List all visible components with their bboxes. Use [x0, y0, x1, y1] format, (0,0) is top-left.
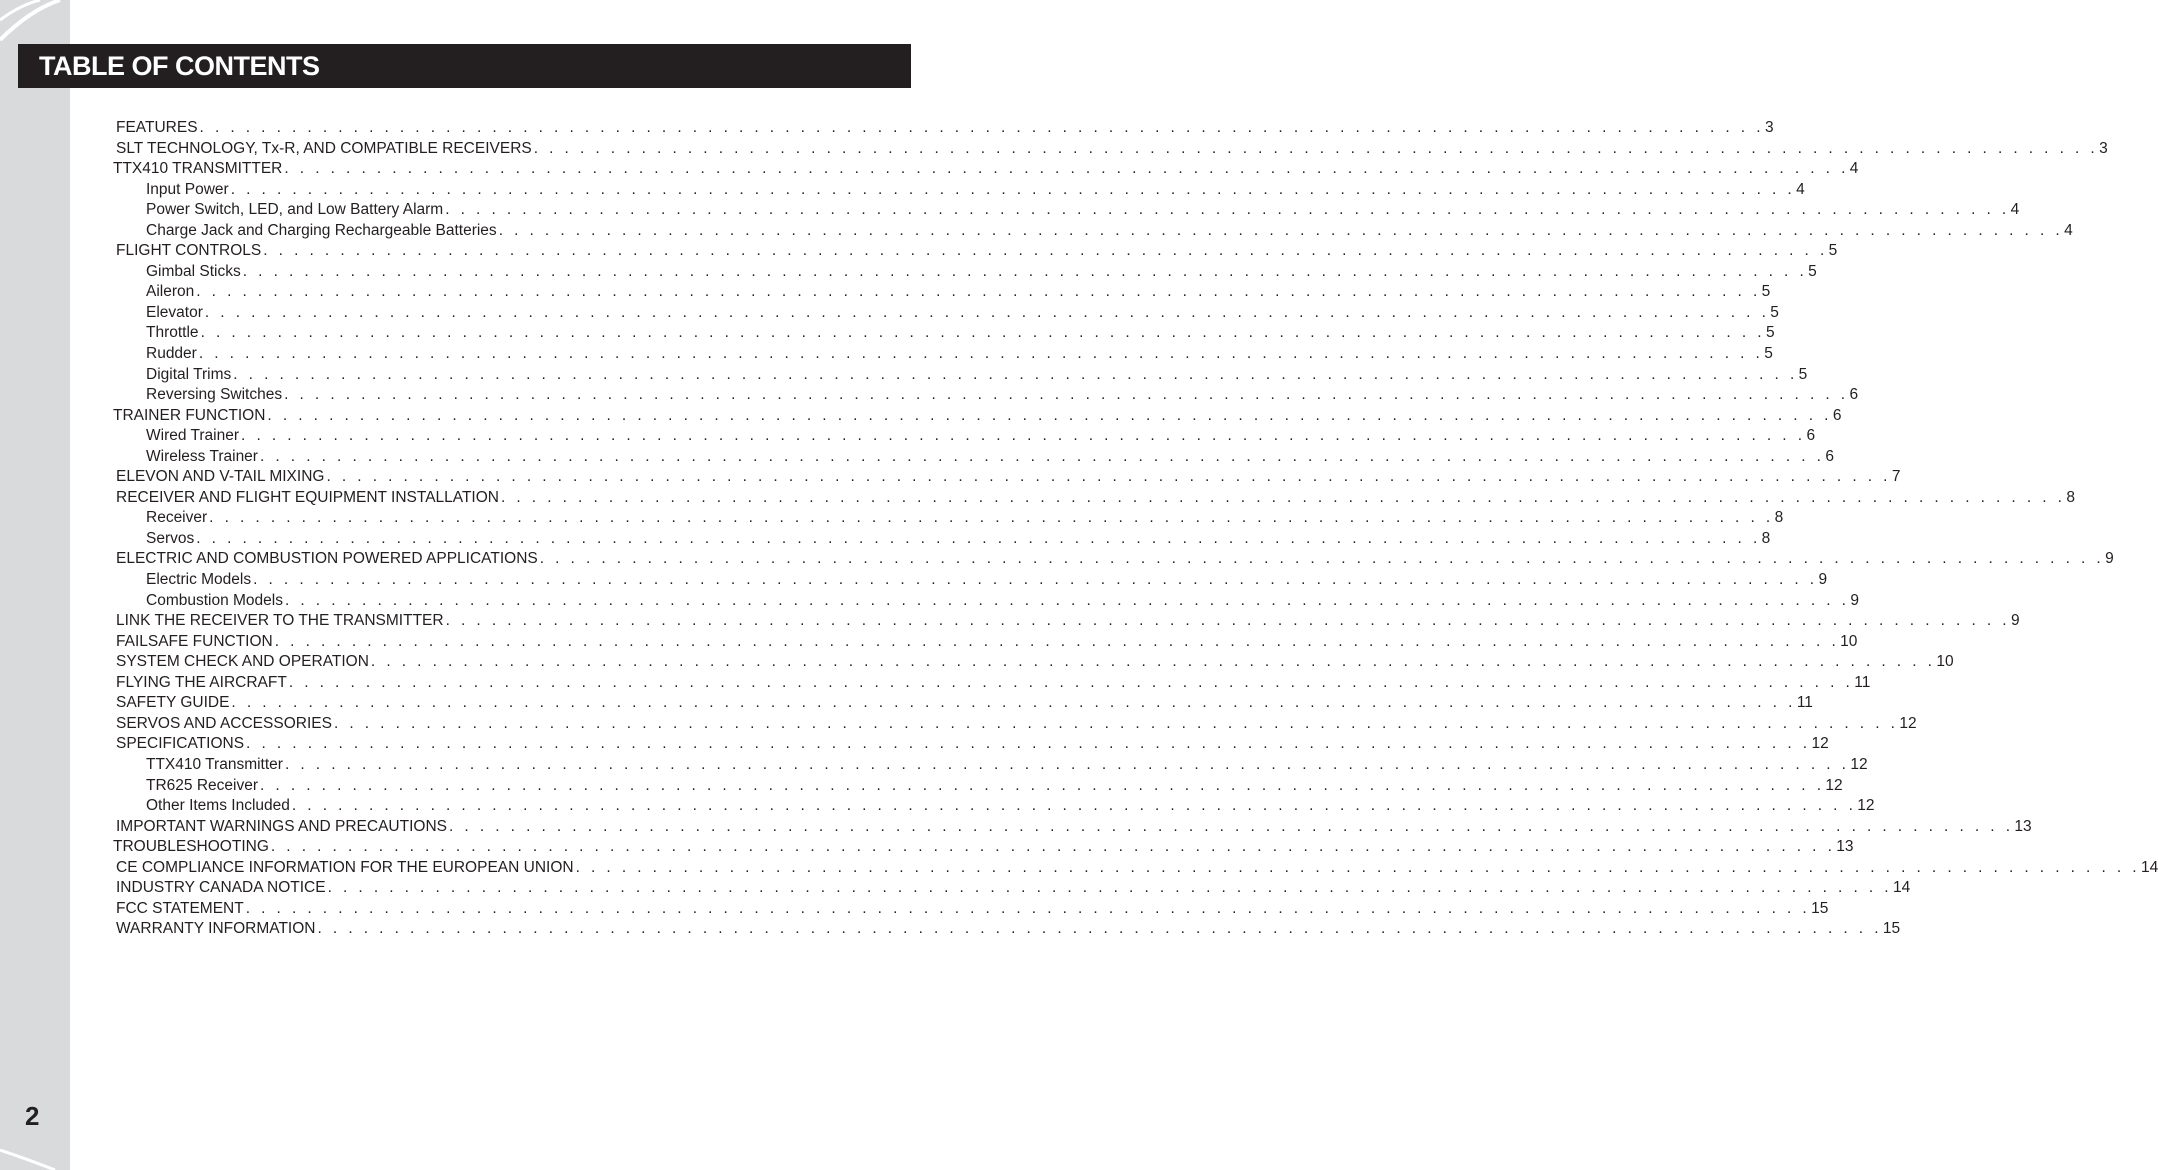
toc-entry-page: 12 [1811, 735, 1829, 753]
toc-dot-leader: . . . . . . . . . . . . . . . . . . . . . . . . . . . . . . . . . . . . . . . . . . . . . . . . . . . . . . . . . . . . . . . . . . . . . . . . . . . . . . . . . . . . . . . . . . . . . . . . . . . . . . [327, 879, 1892, 897]
toc-entry-title: SPECIFICATIONS [116, 735, 245, 753]
toc-entry-title: TR625 Receiver [146, 776, 258, 794]
toc-entry-page: 12 [1825, 776, 1843, 794]
toc-dot-leader: . . . . . . . . . . . . . . . . . . . . . . . . . . . . . . . . . . . . . . . . . . . . . . . . . . . . . . . . . . . . . . . . . . . . . . . . . . . . . . . . . . . . . . . . . . . . . . . . . . . . . . [274, 632, 1840, 650]
toc-dot-leader: . . . . . . . . . . . . . . . . . . . . . . . . . . . . . . . . . . . . . . . . . . . . . . . . . . . . . . . . . . . . . . . . . . . . . . . . . . . . . . . . . . . . . . . . . . . . . . . . . . . . . . [263, 242, 1828, 260]
toc-entry-title: CE COMPLIANCE INFORMATION FOR THE EUROPEAN UNION [116, 858, 574, 876]
toc-entry-title: LINK THE RECEIVER TO THE TRANSMITTER [116, 612, 444, 630]
toc-entry-page: 4 [1849, 160, 1859, 178]
toc-entry-title: Throttle [146, 324, 199, 342]
toc-entry-page: 6 [1849, 386, 1859, 404]
toc-entry-page: 8 [1761, 529, 1771, 547]
toc-entry-page: 5 [1828, 242, 1838, 260]
toc-entry [113, 549, 2114, 570]
toc-dot-leader: . . . . . . . . . . . . . . . . . . . . . . . . . . . . . . . . . . . . . . . . . . . . . . . . . . . . . . . . . . . . . . . . . . . . . . . . . . . . . . . . . . . . . . . . . . . . . . . . . . . . . . [284, 591, 1850, 609]
toc-entry-page: 4 [1796, 180, 1805, 198]
toc-entry-title: TRAINER FUNCTION [113, 406, 266, 424]
toc-entry-page: 6 [1825, 447, 1834, 465]
toc-entry [113, 734, 1829, 755]
toc-entry [113, 385, 1859, 406]
toc-entry [113, 241, 1838, 262]
toc-entry [113, 817, 2032, 838]
toc-entry-title: Reversing Switches [146, 386, 283, 404]
toc-entry [113, 303, 1779, 324]
toc-entry [113, 406, 1842, 427]
side-decor-strip [0, 0, 70, 1170]
section-header [18, 44, 911, 88]
toc-entry [113, 693, 1813, 714]
toc-entry [113, 919, 1901, 940]
toc-entry-title: IMPORTANT WARNINGS AND PRECAUTIONS [116, 817, 447, 835]
toc-entry-title: Gimbal Sticks [146, 262, 241, 280]
toc-entry-title: TROUBLESHOOTING [113, 838, 269, 856]
toc-entry [113, 837, 1854, 858]
toc-dot-leader: . . . . . . . . . . . . . . . . . . . . . . . . . . . . . . . . . . . . . . . . . . . . . . . . . . . . . . . . . . . . . . . . . . . . . . . . . . . . . . . . . . . . . . . . . . . . . . . . . . . . . . [245, 899, 1811, 917]
toc-dot-leader: . . . . . . . . . . . . . . . . . . . . . . . . . . . . . . . . . . . . . . . . . . . . . . . . . . . . . . . . . . . . . . . . . . . . . . . . . . . . . . . . . . . . . . . . . . . . . . . . . . . . . . [288, 673, 1854, 691]
toc-entry-page: 14 [2140, 858, 2158, 876]
toc-entry-title: Wired Trainer [146, 427, 240, 445]
toc-entry-page: 9 [2010, 612, 2020, 630]
toc-entry [113, 529, 1771, 550]
toc-entry [113, 899, 1829, 920]
toc-dot-leader: . . . . . . . . . . . . . . . . . . . . . . . . . . . . . . . . . . . . . . . . . . . . . . . . . . . . . . . . . . . . . . . . . . . . . . . . . . . . . . . . . . . . . . . . . . . . . . . . . . . . . . [246, 735, 1811, 753]
toc-entry-page: 4 [2010, 201, 2020, 219]
toc-entry [113, 200, 2020, 221]
toc-dot-leader: . . . . . . . . . . . . . . . . . . . . . . . . . . . . . . . . . . . . . . . . . . . . . . . . . . . . . . . . . . . . . . . . . . . . . . . . . . . . . . . . . . . . . . . . . . . . . . . . . . . . . . [196, 529, 1761, 547]
toc-dot-leader: . . . . . . . . . . . . . . . . . . . . . . . . . . . . . . . . . . . . . . . . . . . . . . . . . . . . . . . . . . . . . . . . . . . . . . . . . . . . . . . . . . . . . . . . . . . . . . . . . . . . . . [199, 119, 1764, 136]
toc-entry [113, 611, 2020, 632]
table-of-contents [113, 118, 2158, 940]
toc-entry-page: 12 [1899, 714, 1917, 732]
toc-dot-leader: . . . . . . . . . . . . . . . . . . . . . . . . . . . . . . . . . . . . . . . . . . . . . . . . . . . . . . . . . . . . . . . . . . . . . . . . . . . . . . . . . . . . . . . . . . . . . . . . . . . . . . [500, 488, 2066, 506]
toc-dot-leader: . . . . . . . . . . . . . . . . . . . . . . . . . . . . . . . . . . . . . . . . . . . . . . . . . . . . . . . . . . . . . . . . . . . . . . . . . . . . . . . . . . . . . . . . . . . . . . . . . . . . . . [270, 838, 1836, 856]
toc-dot-leader: . . . . . . . . . . . . . . . . . . . . . . . . . . . . . . . . . . . . . . . . . . . . . . . . . . . . . . . . . . . . . . . . . . . . . . . . . . . . . . . . . . . . . . . . . . . . . . . . . . . . . . [267, 406, 1832, 424]
toc-dot-leader: . . . . . . . . . . . . . . . . . . . . . . . . . . . . . . . . . . . . . . . . . . . . . . . . . . . . . . . . . . . . . . . . . . . . . . . . . . . . . . . . . . . . . . . . . . . . . . . . . . . . . . [539, 550, 2105, 568]
toc-entry-page: 11 [1796, 694, 1813, 712]
toc-entry-page: 13 [2014, 817, 2032, 835]
toc-entry [113, 673, 1871, 694]
toc-entry-page: 6 [1806, 427, 1816, 445]
toc-entry-title: Power Switch, LED, and Low Battery Alarm [146, 201, 444, 219]
toc-entry-page: 5 [1770, 303, 1779, 321]
toc-entry-page: 14 [1892, 879, 1911, 897]
toc-entry-title: Wireless Trainer [146, 447, 258, 465]
toc-entry-title: FCC STATEMENT [116, 899, 244, 917]
toc-entry-page: 9 [1850, 591, 1860, 609]
toc-entry [113, 776, 1843, 797]
toc-entry [113, 714, 1917, 735]
toc-entry [113, 344, 1773, 365]
toc-dot-leader: . . . . . . . . . . . . . . . . . . . . . . . . . . . . . . . . . . . . . . . . . . . . . . . . . . . . . . . . . . . . . . . . . . . . . . . . . . . . . . . . . . . . . . . . . . . . . . . . . . . . . . [242, 262, 1808, 280]
toc-entry [113, 467, 1901, 488]
toc-entry-page: 12 [1857, 797, 1875, 815]
toc-entry [113, 796, 1875, 817]
toc-dot-leader: . . . . . . . . . . . . . . . . . . . . . . . . . . . . . . . . . . . . . . . . . . . . . . . . . . . . . . . . . . . . . . . . . . . . . . . . . . . . . . . . . . . . . . . . . . . . . . . . . . . . . . [230, 180, 1796, 198]
toc-entry-page: 8 [1774, 509, 1784, 527]
toc-entry-title: SYSTEM CHECK AND OPERATION [116, 653, 369, 671]
toc-dot-leader: . . . . . . . . . . . . . . . . . . . . . . . . . . . . . . . . . . . . . . . . . . . . . . . . . . . . . . . . . . . . . . . . . . . . . . . . . . . . . . . . . . . . . . . . . . . . . . . . . . . . . . [231, 694, 1796, 712]
toc-dot-leader: . . . . . . . . . . . . . . . . . . . . . . . . . . . . . . . . . . . . . . . . . . . . . . . . . . . . . . . . . . . . . . . . . . . . . . . . . . . . . . . . . . . . . . . . . . . . . . . . . . . . . . [449, 817, 2014, 835]
toc-entry-title: Servos [146, 529, 195, 547]
toc-entry [113, 139, 2108, 160]
toc-entry-title: ELEVON AND V-TAIL MIXING [116, 468, 325, 486]
toc-entry-page: 12 [1850, 755, 1868, 773]
toc-dot-leader: . . . . . . . . . . . . . . . . . . . . . . . . . . . . . . . . . . . . . . . . . . . . . . . . . . . . . . . . . . . . . . . . . . . . . . . . . . . . . . . . . . . . . . . . . . . . . . . . . . . . . . [445, 201, 2010, 219]
toc-dot-leader: . . . . . . . . . . . . . . . . . . . . . . . . . . . . . . . . . . . . . . . . . . . . . . . . . . . . . . . . . . . . . . . . . . . . . . . . . . . . . . . . . . . . . . . . . . . . . . . . . . . . . . [233, 365, 1798, 383]
toc-entry-page: 13 [1836, 838, 1854, 856]
toc-entry [113, 652, 1954, 673]
toc-dot-leader: . . . . . . . . . . . . . . . . . . . . . . . . . . . . . . . . . . . . . . . . . . . . . . . . . . . . . . . . . . . . . . . . . . . . . . . . . . . . . . . . . . . . . . . . . . . . . . . . . . . . . . [445, 612, 2010, 630]
toc-entry [113, 262, 1817, 283]
toc-entry [113, 632, 1858, 653]
toc-entry-title: Digital Trims [146, 365, 232, 383]
toc-entry [113, 878, 1911, 899]
toc-dot-leader: . . . . . . . . . . . . . . . . . . . . . . . . . . . . . . . . . . . . . . . . . . . . . . . . . . . . . . . . . . . . . . . . . . . . . . . . . . . . . . . . . . . . . . . . . . . . . . . . . . . . . . [284, 160, 1849, 178]
toc-entry-page: 4 [2064, 221, 2073, 239]
toc-entry-page: 7 [1891, 468, 1901, 486]
toc-entry-title: Elevator [146, 303, 203, 321]
toc-dot-leader: . . . . . . . . . . . . . . . . . . . . . . . . . . . . . . . . . . . . . . . . . . . . . . . . . . . . . . . . . . . . . . . . . . . . . . . . . . . . . . . . . . . . . . . . . . . . . . . . . . . . . . [533, 139, 2099, 157]
toc-entry [113, 426, 1816, 447]
toc-dot-leader: . . . . . . . . . . . . . . . . . . . . . . . . . . . . . . . . . . . . . . . . . . . . . . . . . . . . . . . . . . . . . . . . . . . . . . . . . . . . . . . . . . . . . . . . . . . . . . . . . . . . . . [200, 324, 1765, 342]
toc-entry-page: 11 [1854, 673, 1871, 691]
toc-entry-page: 5 [1761, 283, 1771, 301]
toc-dot-leader: . . . . . . . . . . . . . . . . . . . . . . . . . . . . . . . . . . . . . . . . . . . . . . . . . . . . . . . . . . . . . . . . . . . . . . . . . . . . . . . . . . . . . . . . . . . . . . . . . . . . . . [370, 653, 1936, 671]
toc-dot-leader: . . . . . . . . . . . . . . . . . . . . . . . . . . . . . . . . . . . . . . . . . . . . . . . . . . . . . . . . . . . . . . . . . . . . . . . . . . . . . . . . . . . . . . . . . . . . . . . . . . . . . . [575, 858, 2140, 876]
decor-swoosh-icon [0, 0, 70, 1170]
toc-entry-title: Rudder [146, 345, 197, 363]
toc-dot-leader: . . . . . . . . . . . . . . . . . . . . . . . . . . . . . . . . . . . . . . . . . . . . . . . . . . . . . . . . . . . . . . . . . . . . . . . . . . . . . . . . . . . . . . . . . . . . . . . . . . . . . . [291, 797, 1857, 815]
toc-entry-page: 3 [2099, 139, 2108, 157]
toc-entry-page: 6 [1832, 406, 1842, 424]
toc-dot-leader: . . . . . . . . . . . . . . . . . . . . . . . . . . . . . . . . . . . . . . . . . . . . . . . . . . . . . . . . . . . . . . . . . . . . . . . . . . . . . . . . . . . . . . . . . . . . . . . . . . . . . . [198, 345, 1764, 363]
toc-entry [113, 180, 1805, 201]
toc-entry-title: Other Items Included [146, 797, 290, 815]
toc-entry-page: 5 [1798, 365, 1808, 383]
toc-entry-title: WARRANTY INFORMATION [116, 920, 316, 938]
toc-dot-leader: . . . . . . . . . . . . . . . . . . . . . . . . . . . . . . . . . . . . . . . . . . . . . . . . . . . . . . . . . . . . . . . . . . . . . . . . . . . . . . . . . . . . . . . . . . . . . . . . . . . . . . [241, 427, 1806, 445]
toc-entry [113, 858, 2158, 879]
page-title: TABLE OF CONTENTS [39, 51, 320, 81]
toc-dot-leader: . . . . . . . . . . . . . . . . . . . . . . . . . . . . . . . . . . . . . . . . . . . . . . . . . . . . . . . . . . . . . . . . . . . . . . . . . . . . . . . . . . . . . . . . . . . . . . . . . . . . . . [209, 509, 1774, 527]
toc-entry-title: Electric Models [146, 571, 252, 589]
toc-dot-leader: . . . . . . . . . . . . . . . . . . . . . . . . . . . . . . . . . . . . . . . . . . . . . . . . . . . . . . . . . . . . . . . . . . . . . . . . . . . . . . . . . . . . . . . . . . . . . . . . . . . . . . [317, 920, 1882, 938]
toc-entry-title: ELECTRIC AND COMBUSTION POWERED APPLICATIONS [116, 550, 538, 568]
toc-entry-page: 3 [1764, 119, 1774, 136]
toc-entry [113, 118, 1774, 139]
page-number: 2 [25, 1101, 40, 1131]
toc-entry-title: FLIGHT CONTROLS [116, 242, 262, 260]
toc-entry-page: 9 [2105, 550, 2114, 568]
toc-entry [113, 755, 1868, 776]
toc-dot-leader: . . . . . . . . . . . . . . . . . . . . . . . . . . . . . . . . . . . . . . . . . . . . . . . . . . . . . . . . . . . . . . . . . . . . . . . . . . . . . . . . . . . . . . . . . . . . . . . . . . . . . . [260, 776, 1825, 794]
toc-entry-title: RECEIVER AND FLIGHT EQUIPMENT INSTALLATION [116, 488, 499, 506]
toc-entry-page: 9 [1818, 571, 1828, 589]
toc-entry-title: Charge Jack and Charging Rechargeable Batteries [146, 221, 497, 239]
toc-entry [113, 591, 1860, 612]
toc-entry [113, 508, 1784, 529]
toc-entry-page: 5 [1764, 345, 1773, 363]
toc-entry-title: FEATURES [116, 119, 198, 136]
toc-entry [113, 221, 2073, 242]
toc-entry-page: 15 [1882, 920, 1901, 938]
toc-entry [113, 365, 1808, 386]
toc-dot-leader: . . . . . . . . . . . . . . . . . . . . . . . . . . . . . . . . . . . . . . . . . . . . . . . . . . . . . . . . . . . . . . . . . . . . . . . . . . . . . . . . . . . . . . . . . . . . . . . . . . . . . . [326, 468, 1891, 486]
toc-dot-leader: . . . . . . . . . . . . . . . . . . . . . . . . . . . . . . . . . . . . . . . . . . . . . . . . . . . . . . . . . . . . . . . . . . . . . . . . . . . . . . . . . . . . . . . . . . . . . . . . . . . . . . [284, 755, 1850, 773]
toc-entry-title: TTX410 Transmitter [146, 755, 283, 773]
toc-dot-leader: . . . . . . . . . . . . . . . . . . . . . . . . . . . . . . . . . . . . . . . . . . . . . . . . . . . . . . . . . . . . . . . . . . . . . . . . . . . . . . . . . . . . . . . . . . . . . . . . . . . . . . [498, 221, 2064, 239]
toc-entry [113, 570, 1828, 591]
toc-entry-title: FAILSAFE FUNCTION [116, 632, 273, 650]
toc-dot-leader: . . . . . . . . . . . . . . . . . . . . . . . . . . . . . . . . . . . . . . . . . . . . . . . . . . . . . . . . . . . . . . . . . . . . . . . . . . . . . . . . . . . . . . . . . . . . . . . . . . . . . . [259, 447, 1825, 465]
toc-entry-title: Combustion Models [146, 591, 283, 609]
toc-entry-page: 10 [1840, 632, 1858, 650]
toc-entry-title: Input Power [146, 180, 229, 198]
toc-entry-title: Receiver [146, 509, 208, 527]
toc-entry [113, 488, 2076, 509]
toc-entry-title: TTX410 TRANSMITTER [113, 160, 283, 178]
toc-dot-leader: . . . . . . . . . . . . . . . . . . . . . . . . . . . . . . . . . . . . . . . . . . . . . . . . . . . . . . . . . . . . . . . . . . . . . . . . . . . . . . . . . . . . . . . . . . . . . . . . . . . . . . [333, 714, 1899, 732]
toc-entry-title: INDUSTRY CANADA NOTICE [116, 879, 326, 897]
toc-dot-leader: . . . . . . . . . . . . . . . . . . . . . . . . . . . . . . . . . . . . . . . . . . . . . . . . . . . . . . . . . . . . . . . . . . . . . . . . . . . . . . . . . . . . . . . . . . . . . . . . . . . . . . [284, 386, 1849, 404]
toc-dot-leader: . . . . . . . . . . . . . . . . . . . . . . . . . . . . . . . . . . . . . . . . . . . . . . . . . . . . . . . . . . . . . . . . . . . . . . . . . . . . . . . . . . . . . . . . . . . . . . . . . . . . . . [204, 303, 1770, 321]
toc-entry [113, 282, 1771, 303]
toc-entry-title: SLT TECHNOLOGY, Tx-R, AND COMPATIBLE RECEIVERS [116, 139, 532, 157]
toc-entry-title: Aileron [146, 283, 195, 301]
toc-entry-title: SERVOS AND ACCESSORIES [116, 714, 332, 732]
toc-entry-title: SAFETY GUIDE [116, 694, 230, 712]
toc-entry [113, 323, 1775, 344]
toc-dot-leader: . . . . . . . . . . . . . . . . . . . . . . . . . . . . . . . . . . . . . . . . . . . . . . . . . . . . . . . . . . . . . . . . . . . . . . . . . . . . . . . . . . . . . . . . . . . . . . . . . . . . . . [253, 571, 1818, 589]
toc-entry-title: FLYING THE AIRCRAFT [116, 673, 287, 691]
toc-entry [113, 159, 1859, 180]
toc-entry [113, 447, 1834, 468]
toc-entry-page: 15 [1811, 899, 1829, 917]
toc-entry-page: 5 [1765, 324, 1775, 342]
toc-entry-page: 8 [2066, 488, 2076, 506]
toc-entry-page: 10 [1936, 653, 1954, 671]
toc-dot-leader: . . . . . . . . . . . . . . . . . . . . . . . . . . . . . . . . . . . . . . . . . . . . . . . . . . . . . . . . . . . . . . . . . . . . . . . . . . . . . . . . . . . . . . . . . . . . . . . . . . . . . . [196, 283, 1761, 301]
toc-entry-page: 5 [1808, 262, 1817, 280]
